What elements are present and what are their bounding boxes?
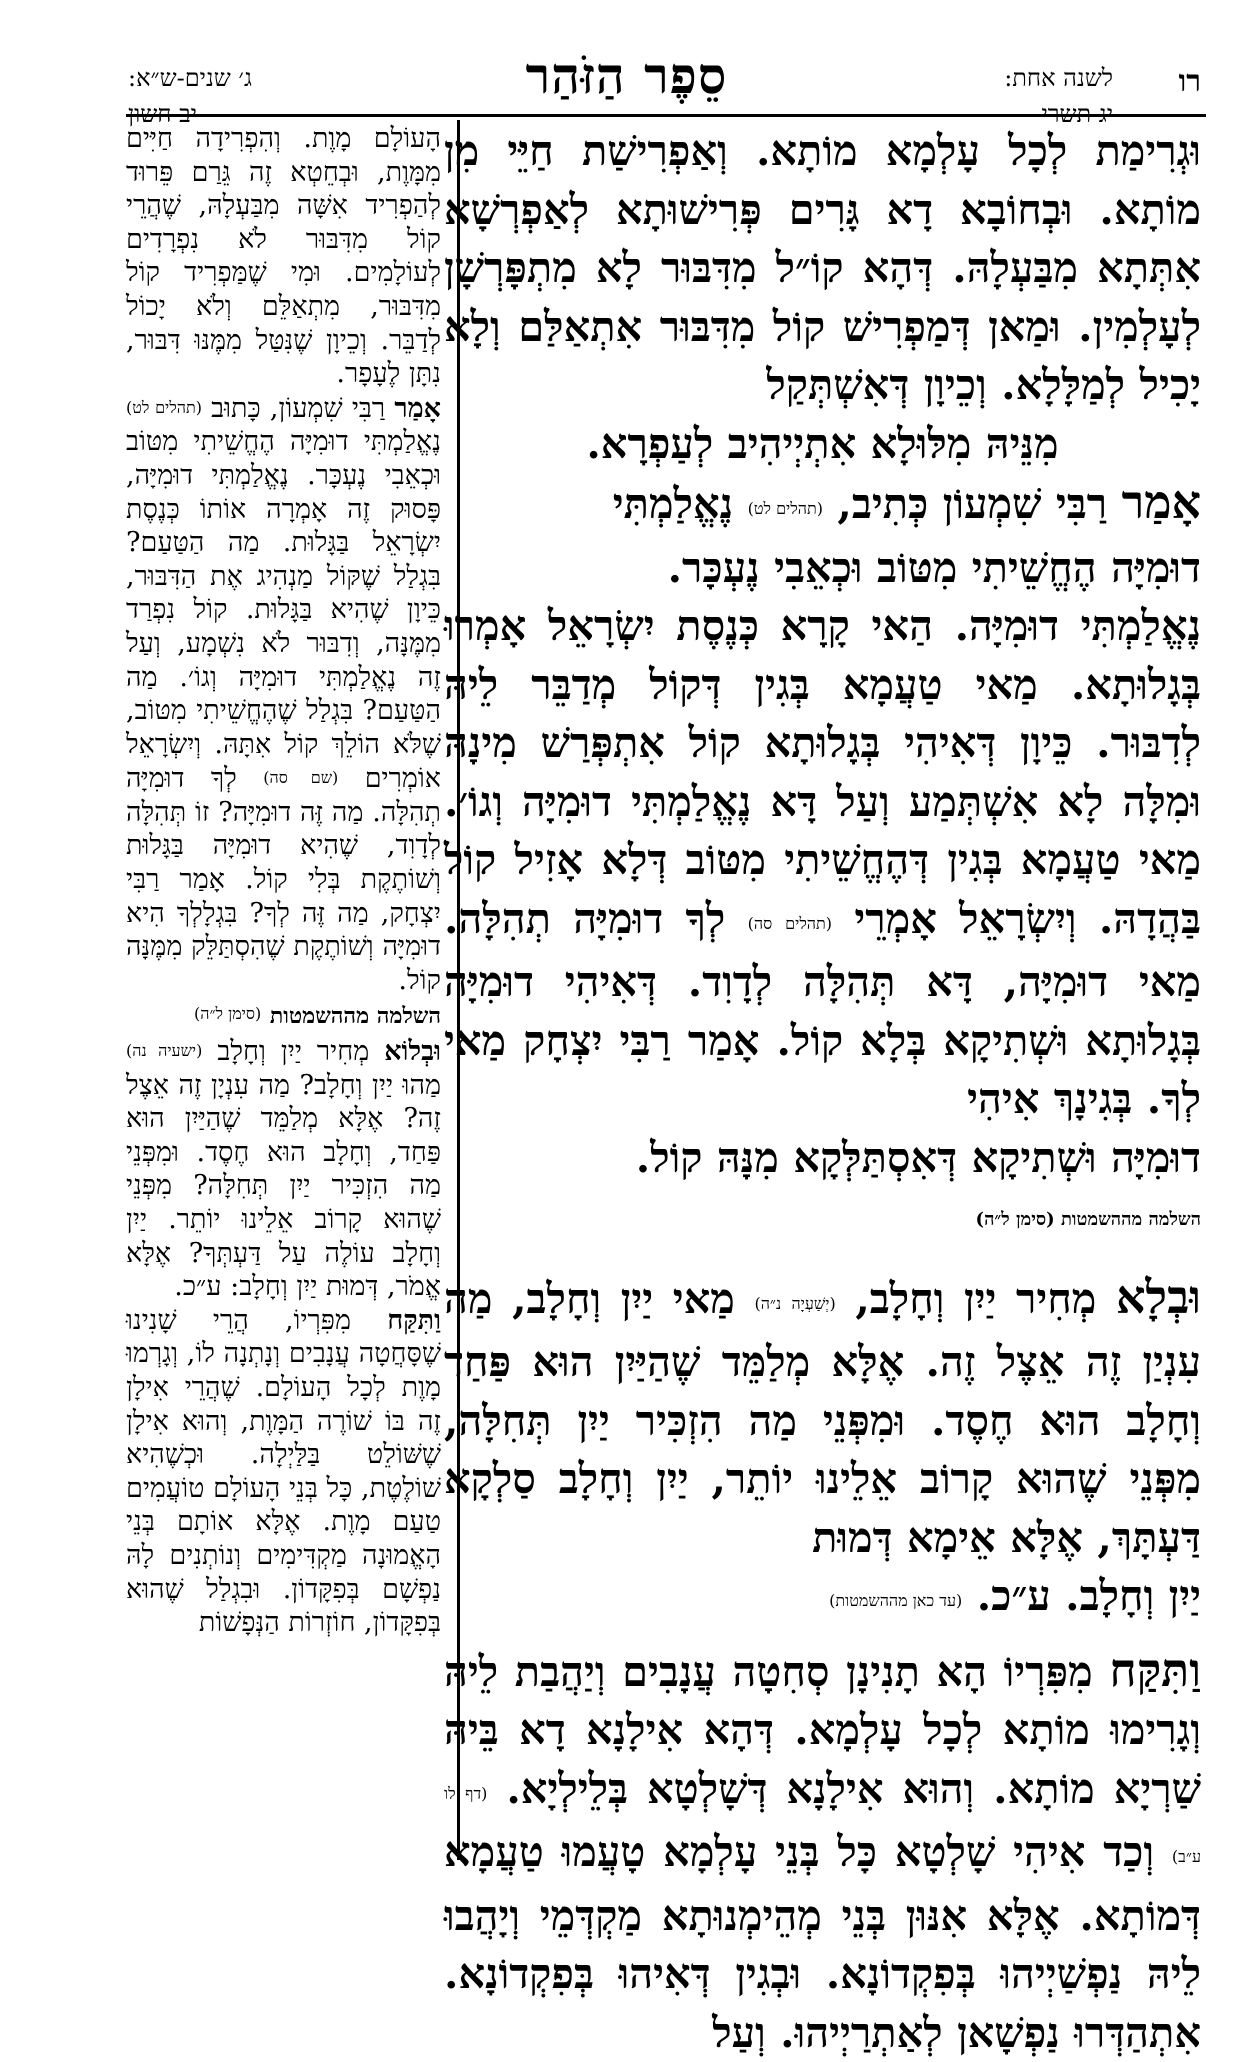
main-paragraph-1: וּגְרִימַת לְכָל עָלְמָא מוֹתָא. וְאַפְרִישַׁת חַיֵּי מִן מוֹתָא. וּבְחוֹבָא דָא גָּרִים פְּרִישׁוּתָא לְאַפְרְשָׁא אִתְּתָא מִבַּעְלָהּ. דְּהָא קוֹ״ל מִדִּבּוּר לָא מִתְפָּרְשָׁן לְעָלְמִין. וּמַאן דְּמַפְרִישׁ קוֹל מִדִּבּוּר אִתְאַלַּם וְלָא יָכִיל לְמַלָּלָא. וְכֵיוָן דְּאִשְׁתְּקַל xyxy=(444,122,1201,415)
section-note: השלמה מההשמטות (סימן ל״ה) xyxy=(444,1191,1201,1250)
main-paragraph-2 xyxy=(444,473,1201,539)
translation-lead-word: אָמַר xyxy=(394,393,441,424)
main-text xyxy=(444,122,1201,2062)
main-text-span: מִפִּרְיוֹ הָא תָנִינָן סְחִטָה עֲנָבִים וְיַהֲבַת לֵיהּ וְגָרִימוּ מוֹתָא לְכָל עָלְמָא. דְּהָא אִילָנָא דָא בֵּיהּ שַׁרְיָא מוֹתָא. וְהוּא אִילָנָא דְּשָׁלְטָא בְּלֵילְיָא. xyxy=(444,1647,1201,1813)
spacer xyxy=(444,1631,1201,1641)
end-reference: (עד כאן מההשמטות) xyxy=(829,1591,962,1610)
translation-text-span: מְחִיר יַיִן וְחָלָב xyxy=(217,1036,369,1067)
folio-reference: (דף לו ע״ב) xyxy=(444,1784,1201,1867)
translation-text-span: רַבִּי שִׁמְעוֹן, כָּתוּב xyxy=(211,393,385,424)
header-left-line2: יב חשון xyxy=(128,96,428,132)
main-text-span: מְחִיר יַיִן וְחָלָב, xyxy=(855,1274,1096,1323)
main-text-span: יַיִן וְחָלָב. ע״כ. xyxy=(977,1571,1201,1620)
header-right-line1: לשנה אחת: xyxy=(1004,60,1113,96)
main-text-span: נֶאֱלַמְתִּי דוּמִיָּה. הַאי קָרָא כְּנֶסֶת יִשְׂרָאֵל אָמְרוּ בְּגָלוּתָא. מַאי טַעֲמָא בְּגִין דְּקוֹל מְדַבֵּר לֵיהּ לְדִבּוּר. כֵּיוָן דְּאִיהִי בְּגָלוּתָא קוֹל אִתְפְּרַשׁ מִינָהּ וּמִלָּה לָא אִשְׁתְּמַע וְעַל דָּא נֶאֱלַמְתִּי דוּמִיָּה וְגוֹ׳. מַאי טַעֲמָא בְּגִין דְּהֶחֱשֵׁיתִי מִטּוֹב דְּלָא אָזִיל קוֹל בַּהֲדָהּ. וְיִשְׂרָאֵל אָמְרֵי xyxy=(444,601,1201,943)
main-text-span: רַבִּי שִׁמְעוֹן כְּתִיב, xyxy=(837,479,1107,528)
translation-text xyxy=(126,122,441,1640)
main-paragraph-1-end: מִנֵּיהּ מִלּוּלָא אִתְיְיהִיב לְעַפְרָא. xyxy=(444,415,1201,474)
verse-reference: (תהלים לט) xyxy=(748,499,823,518)
translation-lead-word: וּבְלוֹא xyxy=(384,1036,441,1067)
translation-lead-word: וַתִּקַּח xyxy=(387,1305,441,1336)
translation-paragraph-1: הָעוֹלָם מָוֶת. וְהִפְרִידָה חַיִּים מִמָּוֶת, וּבְחֵטְא זֶה גֵּרַם פֵּרוּד לְהַפְרִיד אִשָּׁה מִבַּעְלָהּ, שֶׁהֲרֵי קוֹל מִדִּבּוּר לֹא נִפְרָדִים לְעוֹלָמִים. וּמִי שֶׁמַּפְרִיד קוֹל מִדִּבּוּר, מִתְאַלֵּם וְלֹא יָכוֹל לְדַבֵּר. וְכֵיוָן שֶׁנִּטַּל מִמֶּנּוּ דִּבּוּר, נִתָּן לֶעָפָר. xyxy=(126,122,441,391)
main-paragraph-3-end: דוּמִיָּה וּשְׁתִיקָא דְּאִסְתַּלְּקָא מִנָּהּ קוֹל. xyxy=(444,1129,1201,1188)
verse-reference: (ישעיה נה) xyxy=(126,1041,202,1060)
header-left-line1: ג׳ שנים-ש״א: xyxy=(128,60,428,96)
translation-paragraph-3 xyxy=(126,1034,441,1304)
main-paragraph-2-line2: דוּמִיָּה הֶחֱשֵׁיתִי מִטּוֹב וּכְאֵבִי נֶעְכָּר. xyxy=(444,539,1201,598)
main-text-span: לְךָ דוּמִיָּה תְהִלָּה. מַאי דוּמִיָּה, דָּא תְּהִלָּה לְדָוִד. דְּאִיהִי דוּמִיָּה בְּגָלוּתָא וּשְׁתִיקָא בְּלָא קוֹל. אָמַר רַבִּי יִצְחָק מַאי לְךָ. בְּגִינָךְ אִיהִי xyxy=(444,894,1201,1124)
main-text-span: מַאי יַיִן וְחָלָב, מַה עִנְיַן זֶה אֵצֶל זֶה. אֶלָּא מְלַמֵּד שֶׁהַיַּיִן הוּא פַּחַד וְחָלָב הוּא חֶסֶד. וּמִפְּנֵי מַה הִזְכִּיר יַיִן תְּחִלָּה, מִפְּנֵי שֶׁהוּא קָרוֹב אֵלֵינוּ יוֹתֵר, יַיִן וְחָלָב סַלְקָא דַּעְתָּךְ, אֶלָּא אֵימָא דְּמוּת xyxy=(444,1274,1201,1562)
verse-reference: (תהלים סה) xyxy=(748,914,832,933)
verse-reference: (שם סה) xyxy=(263,768,338,787)
translation-paragraph-4 xyxy=(126,1304,441,1640)
header-rule xyxy=(126,114,1206,117)
main-paragraph-5 xyxy=(444,1641,1201,2062)
verse-reference: (יְשַׁעְיָה נ״ה) xyxy=(754,1294,835,1313)
translation-text-span: לְךָ דוּמִיָּה תְהִלָּה. מַה זֶּה דוּמִיָּה? זוֹ תְּהִלָּה לְדָוִד, שֶׁהִיא דוּמִיָּה בַּגָּלוּת וְשׁוֹתֶקֶת בְּלִי קוֹל. אָמַר רַבִּי יִצְחָק, מַה זֶּה לְךָ? בִּגְלָלְךָ הִיא דוּמִיָּה וְשׁוֹתֶקֶת שֶׁהִסְתַּלֵּק מִמֶּנָּה קוֹל. xyxy=(126,763,441,996)
main-lead-word: אָמַר xyxy=(1122,475,1201,529)
translation-column xyxy=(126,122,441,1852)
verse-reference: (תהלים לט) xyxy=(126,398,202,417)
translation-paragraph-2 xyxy=(126,391,441,998)
header-right-line2: יג תשרי xyxy=(1004,96,1113,132)
translation-text-span: מַהוּ יַיִן וְחָלָב? מַה עִנְיָן זֶה אֵצֶל זֶה? אֶלָּא מְלַמֵּד שֶׁהַיַּיִן הוּא פַּחַד, וְחָלָב הוּא חֶסֶד. וּמִפְּנֵי מַה הִזְכִּיר יַיִן תְּחִלָּה? מִפְּנֵי שֶׁהוּא קָרוֹב אֵלֵינוּ יוֹתֵר. יַיִן וְחָלָב עוֹלֶה עַל דַּעְתְּךָ? אֶלָּא אֱמֹר, דְּמוּת יַיִן וְחָלָב: ע״כ. xyxy=(126,1070,441,1303)
main-lead-word: וַתִּקַּח xyxy=(1109,1643,1201,1697)
main-text-span: וְכַד אִיהִי שָׁלְטָא כָּל בְּנֵי עָלְמָא טָעֲמוּ טַעֲמָא דְּמוֹתָא. אֶלָּא אִנּוּן בְּנֵי מְהֵימְנוּתָא מַקְדְּמֵי וְיָהֲבוּ לֵיהּ נַפְשַׁיְיהוּ בְּפִקְדוֹנָא. וּבְגִין דְּאִיהוּ בְּפִקְדוֹנָא. אִתְהַדְּרוּ נַפְשָׁאן לְאַתְרַיְיהוּ. וְעַל xyxy=(444,1827,1201,2057)
main-paragraph-4 xyxy=(444,1268,1201,1568)
main-text-span: נֶאֱלַמְתִּי xyxy=(613,479,733,528)
section-reference: (סימן ל״ה) xyxy=(194,1004,261,1023)
main-column xyxy=(444,122,1201,1852)
page-number: רו xyxy=(1179,64,1201,99)
translation-heading-text: השלמה מההשמטות xyxy=(270,1003,441,1029)
main-lead-word: וּבְלָא xyxy=(1116,1270,1201,1324)
main-paragraph-4-end xyxy=(444,1567,1201,1631)
translation-text-span: מִפִּרְיוֹ, הֲרֵי שָׁנִינוּ שֶׁסָּחֲטָה עֲנָבִים וְנָתְנָה לוֹ, וְגָרְמוּ מָוֶת לְכָל הָעוֹלָם. שֶׁהֲרֵי אִילָן זֶה בּוֹ שׁוֹרֶה הַמָּוֶת, וְהוּא אִילָן שֶׁשּׁוֹלֵט בַּלַּיְלָה. וּכְשֶׁהִיא שׁוֹלֶטֶת, כָּל בְּנֵי הָעוֹלָם טוֹעֲמִים טַעַם מָוֶת. אֶלָּא אוֹתָם בְּנֵי הָאֱמוּנָה מַקְדִּימִים וְנוֹתְנִים לָהּ נַפְשָׁם בְּפִקָּדוֹן. וּבִגְלַל שֶׁהוּא בְּפִקָּדוֹן, חוֹזְרוֹת הַנְּפָשׁוֹת xyxy=(126,1305,441,1638)
book-title: סֵפֶר הַזֹּהַר xyxy=(0,46,1253,105)
translation-text-span: נֶאֱלַמְתִּי דוּמִיָּה הֶחֱשֵׁיתִי מִטּוֹב וּכְאֵבִי נֶעְכָּר. נֶאֱלַמְתִּי דוּמִיָּה, פָּסוּק זֶה אָמְרָה אוֹתוֹ כְּנֶסֶת יִשְׂרָאֵל בַּגָּלוּת. מַה הַטַּעַם? בִּגְלַל שֶׁקּוֹל מַנְהִיג אֶת הַדִּבּוּר, כֵּיוָן שֶׁהִיא בַּגָּלוּת. קוֹל נִפְרַד מִמֶּנָּה, וְדִבּוּר לֹא נִשְׁמָע, וְעַל זֶה נֶאֱלַמְתִּי דוּמִיָּה וְגוֹ׳. מַה הַטַּעַם? בִּגְלַל שֶׁהֶחֱשֵׁיתִי מִטּוֹב, שֶׁלֹּא הוֹלֵךְ קוֹל אִתָּהּ. וְיִשְׂרָאֵל אוֹמְרִים xyxy=(126,426,441,794)
translation-section-heading xyxy=(126,997,441,1034)
main-paragraph-3 xyxy=(444,597,1201,1129)
